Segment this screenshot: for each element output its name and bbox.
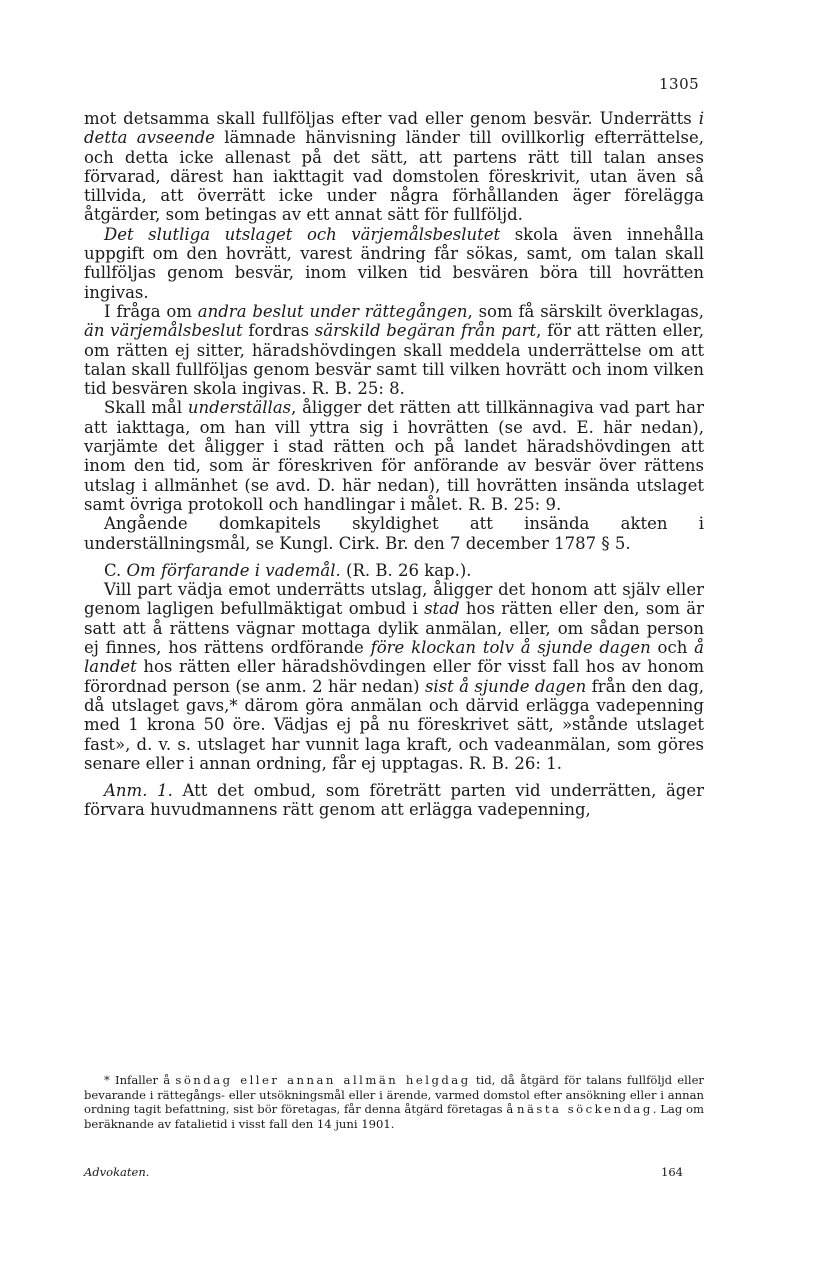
paragraph-other-decisions xyxy=(84,302,704,398)
emphasis-text: före klockan tolv å sjunde dagen xyxy=(370,638,651,658)
text-run: (R. B. 26 kap.). xyxy=(340,560,472,580)
footnote xyxy=(84,1073,704,1131)
paragraph-consistory xyxy=(84,514,704,553)
text-run: Skall mål xyxy=(104,398,188,418)
emphasis-text: stad xyxy=(424,599,460,619)
page-footer xyxy=(84,1165,684,1179)
paragraph-final-judgment xyxy=(84,225,704,302)
text-run: lämnade hänvisning länder till ovillkorlig efterrättelse, och detta icke allenast på det sätt, att partens rätt till talan anses förvarad, därest han iakttagit vad domstolen föreskrivit, utan även så tillvida, att överrätt icke under några förhållanden äger förelägga åtgärder, som betingas av ett annat sätt för fullföljd. xyxy=(84,128,704,225)
text-run: mot detsamma skall fullföljas efter vad eller genom besvär. Underrätts xyxy=(84,109,699,128)
paragraph-appeal xyxy=(84,580,704,773)
text-run: skola även innehålla uppgift om den hovrätt, varest ändring får sökas, samt, om talan skall fullföljas genom besvär, inom vilken tid besvären böra till hovrätten ingivas. xyxy=(84,224,704,302)
emphasis-text: sist å sjunde dagen xyxy=(424,676,587,696)
text-run: Angående domkapitels skyldighet att insända akten i underställningsmål, se Kungl. Cirk. Br. den 7 december 1787 § 5. xyxy=(84,514,704,553)
emphasis-text: särskild begäran från part xyxy=(314,321,537,341)
footer-sheet-number: 164 xyxy=(661,1165,683,1179)
text-run: . Lag om beräknande av fatalietid i visst fall den 14 juni 1901. xyxy=(84,1102,705,1131)
text-run: hos rätten eller häradshövdingen eller för visst fall hos av honom förordnad person (se anm. 2 här nedan) xyxy=(84,657,704,696)
emphasis-text: i detta avseende xyxy=(84,109,704,148)
text-run: från den dag, då utslaget gavs,* därom göra anmälan och därvid erlägga vadepenning med 1 krona 50 öre. Vädjas ej på nu föreskrivet sätt, »stånde utslaget fast», d. v. s. utslaget har vunnit laga kraft, och vadeanmälan, som göres senare eller i annan ordning, får ej upptagas. R. B. 26: 1. xyxy=(84,676,705,773)
footer-signature: Advokaten. xyxy=(84,1165,150,1179)
body-text xyxy=(84,109,704,820)
emphasis-text: underställas xyxy=(187,398,292,418)
text-run: * Infaller å xyxy=(104,1073,176,1087)
text-run: och xyxy=(650,638,695,658)
paragraph-note-1 xyxy=(84,781,704,820)
emphasis-text: andra beslut under rättegången xyxy=(197,301,468,321)
emphasis-text: å landet xyxy=(84,638,704,677)
text-run: , åligger det rätten att tillkännagiva vad part har att iakttaga, om han vill yttra sig i hovrätten (se avd. E. här nedan), varjämte det åligger i stad rätten och på landet häradshövdingen att inom den tid, som är föreskriven för anförande av besvär över rättens utslag i allmänhet (se avd. D. här nedan), till hovrätten insända utslaget samt övriga protokoll och handlingar i målet. R. B. 25: 9. xyxy=(84,398,704,514)
paragraph-continuation xyxy=(84,109,704,225)
text-run: tid, då åtgärd för talans fullföljd eller bevarande i rättegångs- eller utsökningsmål eller i ärende, varmed domstol efter ansökning eller i annan ordning tagit befattning, sist bör företagas, får denna åtgärd företagas å xyxy=(84,1073,704,1117)
text-run: C. xyxy=(104,560,127,580)
spaced-text: söndag eller annan allmän helgdag xyxy=(175,1073,471,1087)
text-run: , för att rätten eller, om rätten ej sitter, häradshövdingen skall meddela underrättelse om att talan skall fullföljas genom besvär samt till vilken hovrätt och inom vilken tid besvären skola ingivas. R. B. 25: 8. xyxy=(84,321,704,399)
spaced-text: nästa söckendag xyxy=(517,1102,653,1117)
paragraph-submission xyxy=(84,398,704,514)
footnote-text xyxy=(84,1073,704,1131)
section-heading-c xyxy=(84,561,704,580)
emphasis-text: än värjemålsbeslut xyxy=(84,321,243,341)
emphasis-text: Om förfarande i vademål. xyxy=(126,560,341,580)
text-run: , som få särskilt överklagas, xyxy=(467,301,704,321)
text-run: Vill part vädja emot underrätts utslag, åligger det honom att själv eller genom lagligen befullmäktigat ombud i xyxy=(84,580,704,619)
text-run: hos rätten eller den, som är satt att å rättens vägnar mottaga dylik anmälan, eller, om sådan person ej finnes, hos rättens ordförande xyxy=(84,599,704,658)
text-run: fordras xyxy=(242,321,315,341)
emphasis-text: Anm. 1. xyxy=(104,781,173,801)
page-number: 1305 xyxy=(659,75,700,93)
text-run: Att det ombud, som företrätt parten vid underrätten, äger förvara huvudmannens rätt genom att erlägga vadepenning, xyxy=(84,781,705,820)
text-run: I fråga om xyxy=(104,301,198,321)
emphasis-text: Det slutliga utslaget och värjemålsbeslutet xyxy=(104,224,501,244)
